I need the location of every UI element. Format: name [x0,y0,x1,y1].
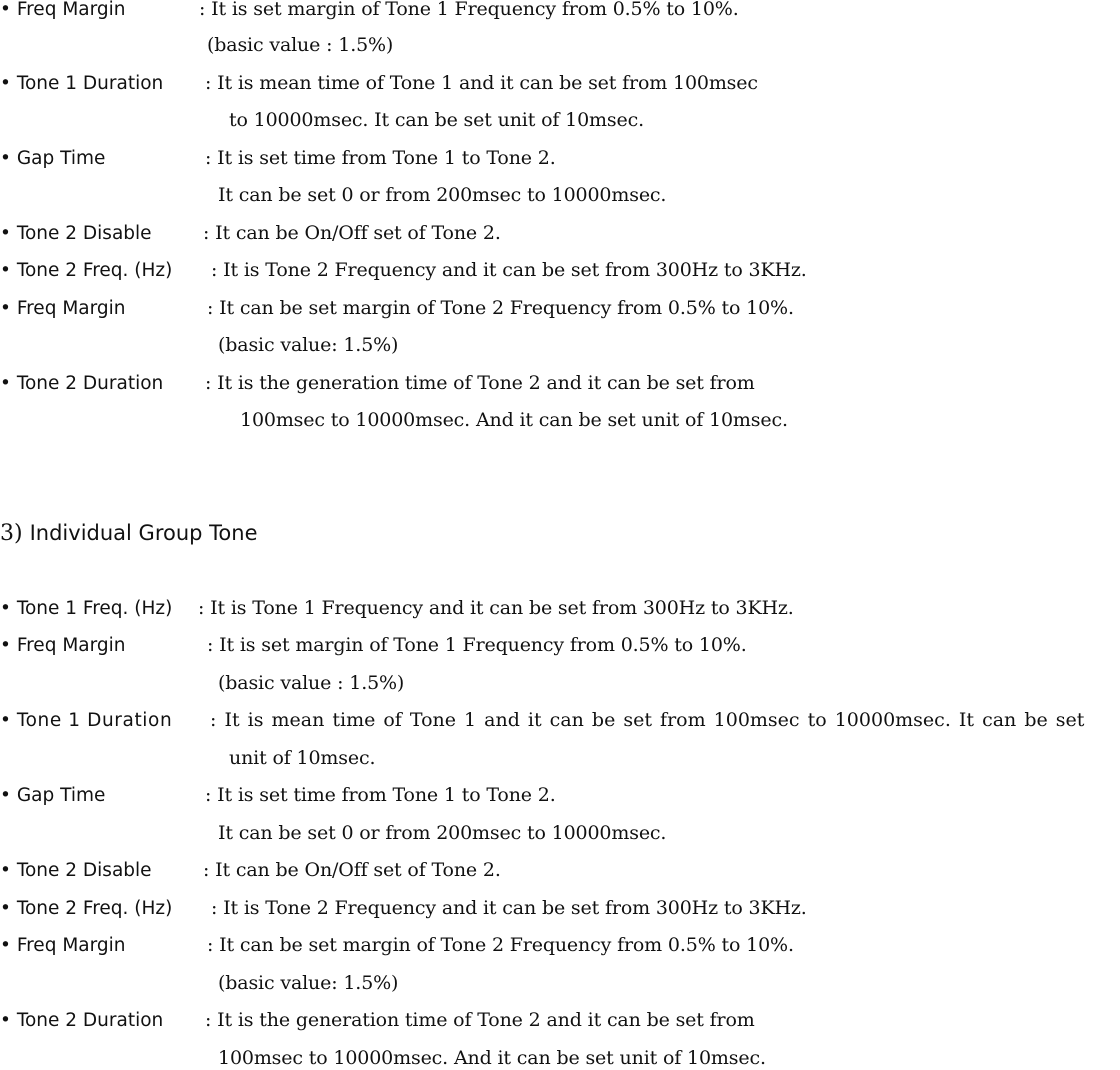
section-number: 3) [0,521,23,546]
term-label: Tone 2 Freq. (Hz) [16,260,173,281]
term-label: Tone 2 Disable [16,223,152,244]
term-label: Tone 2 Freq. (Hz) [16,898,173,919]
item-tone2-disable-b [0,858,152,883]
item-desc-cont: It can be set 0 or from 200msec to 10000msec. [218,822,667,844]
term-label: Freq Margin [16,0,126,20]
item-desc: : It is set margin of Tone 1 Frequency from 0.5% to 10%. [207,634,747,656]
term-label: Gap Time [16,148,106,169]
item-freq-margin-b [0,633,126,658]
bullet: • [0,0,11,20]
term-label: Freq Margin [16,635,126,656]
term-label: Tone 1 Duration [16,710,173,731]
item-desc: : It is Tone 2 Frequency and it can be set from 300Hz to 3KHz. [211,897,807,919]
item-desc-cont: It can be set 0 or from 200msec to 10000msec. [218,184,667,206]
item-desc: : It is mean time of Tone 1 and it can be set from 100msec to 10000msec. It can be set [210,709,1085,731]
item-tone1-duration-a [0,71,163,96]
item-desc: : It can be On/Off set of Tone 2. [203,859,501,881]
item-desc: : It is set time from Tone 1 to Tone 2. [205,147,556,169]
section-heading [0,519,258,548]
term-label: Tone 1 Freq. (Hz) [16,598,173,619]
item-desc: : It is the generation time of Tone 2 and it can be set from [205,1009,755,1031]
item-desc-cont: 100msec to 10000msec. And it can be set unit of 10msec. [240,409,788,431]
term-label: Tone 2 Duration [16,373,164,394]
item-desc-cont: (basic value : 1.5%) [218,672,405,694]
item-desc: : It can be set margin of Tone 2 Frequency from 0.5% to 10%. [207,934,794,956]
item-tone1-freq-b [0,596,172,621]
bullet: • [0,635,11,656]
item-desc-cont: to 10000msec. It can be set unit of 10msec. [229,109,644,131]
item-desc-cont: unit of 10msec. [229,747,376,769]
item-desc: : It is mean time of Tone 1 and it can be set from 100msec [205,72,758,94]
bullet: • [0,73,11,94]
bullet: • [0,148,11,169]
item-tone2-freq-b [0,896,172,921]
item-desc: : It can be set margin of Tone 2 Frequency from 0.5% to 10%. [207,297,794,319]
item-gap-time-b [0,783,105,808]
term-label: Freq Margin [16,935,126,956]
item-freq-margin2-a [0,296,126,321]
item-desc-cont: (basic value: 1.5%) [218,972,399,994]
bullet: • [0,260,11,281]
item-tone1-duration-b [0,708,172,733]
item-desc: : It is set margin of Tone 1 Frequency from 0.5% to 10%. [199,0,739,20]
item-desc: : It is set time from Tone 1 to Tone 2. [205,784,556,806]
item-desc: : It is Tone 1 Frequency and it can be set from 300Hz to 3KHz. [198,597,794,619]
item-tone2-duration-a [0,371,163,396]
bullet: • [0,223,11,244]
item-desc-cont: 100msec to 10000msec. And it can be set unit of 10msec. [218,1047,766,1069]
term-label: Freq Margin [16,298,126,319]
item-desc: : It can be On/Off set of Tone 2. [203,222,501,244]
term-label: Gap Time [16,785,106,806]
bullet: • [0,298,11,319]
item-gap-time-a [0,146,105,171]
item-tone2-freq-a [0,258,172,283]
bullet: • [0,935,11,956]
item-tone2-disable-a [0,221,152,246]
bullet: • [0,598,11,619]
item-freq-margin2-b [0,933,126,958]
bullet: • [0,1010,11,1031]
term-label: Tone 2 Duration [16,1010,164,1031]
item-desc-cont: (basic value: 1.5%) [218,334,399,356]
term-label: Tone 1 Duration [16,73,164,94]
item-freq-margin-a [0,0,126,22]
item-tone2-duration-b [0,1008,163,1033]
item-desc: : It is the generation time of Tone 2 and it can be set from [205,372,755,394]
term-label: Tone 2 Disable [16,860,152,881]
bullet: • [0,860,11,881]
item-desc-cont: (basic value : 1.5%) [207,34,394,56]
item-desc: : It is Tone 2 Frequency and it can be set from 300Hz to 3KHz. [211,259,807,281]
section-title: Individual Group Tone [29,521,258,545]
bullet: • [0,373,11,394]
bullet: • [0,785,11,806]
bullet: • [0,898,11,919]
bullet: • [0,710,11,731]
